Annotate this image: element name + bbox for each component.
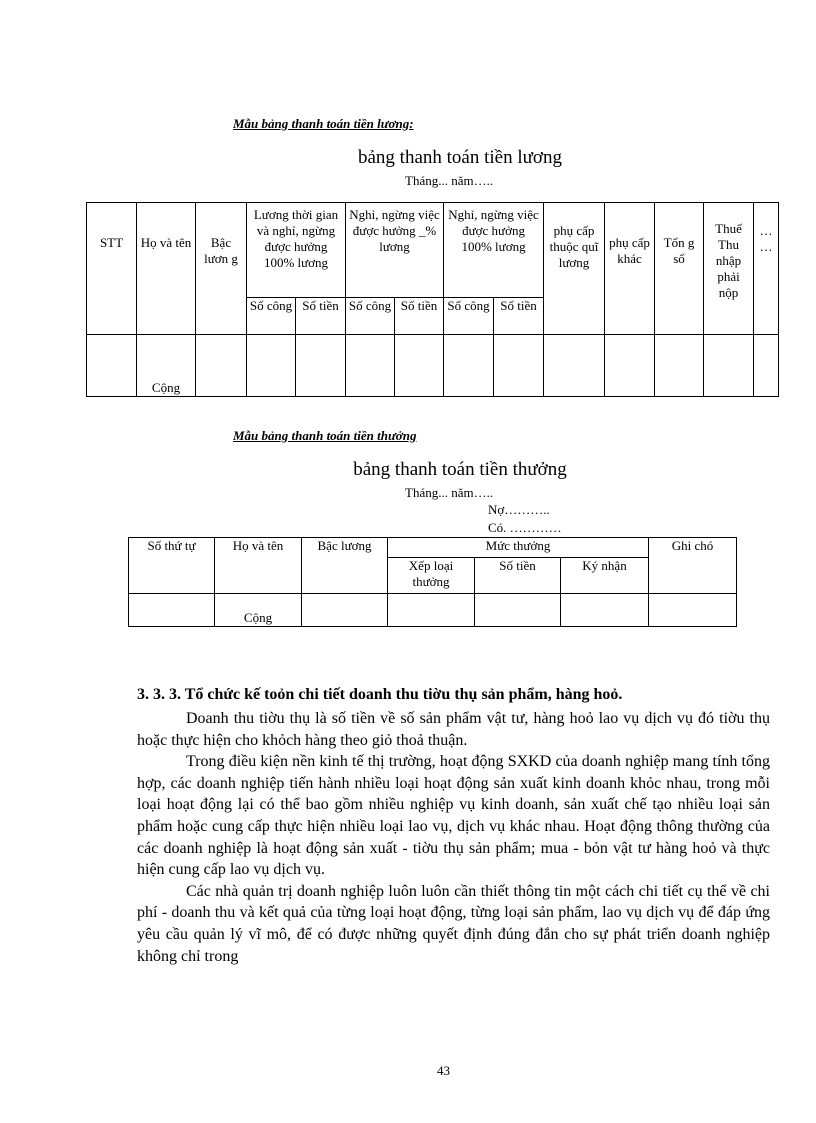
header-leave-full: Nghỉ, ngừng việc được hưởng 100% lương: [444, 203, 544, 298]
bonus-header-amount: Số tiền: [475, 558, 561, 594]
bonus-header-note: Ghi chó: [649, 538, 737, 594]
section-body: [137, 708, 770, 967]
bonus-header-name: Họ và tên: [215, 538, 302, 594]
salary-title: bảng thanh toán tiền lương: [358, 147, 562, 168]
table-cell: [544, 335, 605, 397]
bonus-header-sign: Ký nhận: [561, 558, 649, 594]
header-tax: Thuế Thu nhập phải nộp: [704, 203, 754, 335]
header-fund-allowance: phụ cấp thuộc quĩ lương: [544, 203, 605, 335]
bonus-header-level: Mức thưởng: [388, 538, 649, 558]
header-more: … …: [754, 203, 779, 335]
page-number: 43: [437, 1063, 450, 1078]
header-rank: Bậc lươn g: [196, 203, 247, 335]
table-cell: [475, 594, 561, 627]
paragraph: Doanh thu tiờu thụ là số tiền về số sản phẩm vật tư, hàng hoỏ lao vụ dịch vụ đó tiờu thụ hoặc thực hiện cho khỏch hàng theo giỏ thoả thuận.: [137, 710, 770, 749]
header-stt: STT: [87, 203, 137, 335]
table-cell: [247, 335, 296, 397]
bonus-header-grade: Xếp loại thưởng: [388, 558, 475, 594]
header-leave-pct: Nghỉ, ngừng việc được hưởng _% lương: [346, 203, 444, 298]
bonus-total-label: Cộng: [215, 594, 302, 627]
table-cell: [129, 594, 215, 627]
table-cell: [605, 335, 655, 397]
table-cell: [346, 335, 395, 397]
table-cell: [388, 594, 475, 627]
salary-caption: Mẫu bảng thanh toán tiền lương:: [233, 116, 414, 131]
table-cell: [494, 335, 544, 397]
bonus-title: bảng thanh toán tiền thưởng: [353, 459, 567, 480]
bonus-credit: Có. …………: [488, 520, 562, 535]
table-cell: [655, 335, 704, 397]
table-cell: [87, 335, 137, 397]
salary-total-label: Cộng: [137, 335, 196, 397]
bonus-caption: Mẫu bảng thanh toán tiền thưởng: [233, 428, 417, 443]
table-cell: [395, 335, 444, 397]
table-cell: [302, 594, 388, 627]
header-amount: Số tiền: [395, 298, 444, 335]
header-days: Số công: [247, 298, 296, 335]
table-cell: [754, 335, 779, 397]
section-heading: 3. 3. 3. Tổ chức kế toỏn chi tiết doanh thu tiờu thụ sản phẩm, hàng hoỏ.: [137, 686, 623, 703]
header-total: Tổn g số: [655, 203, 704, 335]
bonus-month: Tháng... năm…..: [405, 485, 494, 500]
header-name: Họ và tên: [137, 203, 196, 335]
table-cell: [649, 594, 737, 627]
paragraph: Trong điều kiện nền kinh tế thị trường, hoạt động SXKD của doanh nghiệp mang tính tổng hợp, các doanh nghiệp tiến hành nhiều loại hoạt động sản xuất kinh doanh khỏc nhau, trong mỗi loại hoạt động lại có thể bao gồm nhiều nghiệp vụ kinh doanh, sản xuất chế tạo nhiều loại sản phẩm hoặc cung cấp thực hiện nhiều loại lao vụ, dịch vụ khác nhau. Hoạt động thông thường của các doanh nghiệp là hoạt động sản xuất - tiờu thụ sản phẩm; mua - bỏn vật tư hàng hoỏ và thực hiện cung cấp lao vụ dịch vụ.: [137, 753, 770, 879]
table-cell: [444, 335, 494, 397]
table-cell: [296, 335, 346, 397]
bonus-header-rank: Bậc lương: [302, 538, 388, 594]
header-amount: Số tiền: [296, 298, 346, 335]
salary-table: [86, 202, 779, 397]
header-amount: Số tiền: [494, 298, 544, 335]
bonus-debit: Nợ………..: [488, 502, 550, 517]
header-days: Số công: [346, 298, 395, 335]
bonus-header-no: Số thứ tự: [129, 538, 215, 594]
salary-month: Tháng... năm…..: [405, 173, 494, 188]
header-other-allowance: phụ cấp khác: [605, 203, 655, 335]
table-cell: [704, 335, 754, 397]
header-time-pay: Lương thời gian và nghỉ, ngừng được hưởng 100% lương: [247, 203, 346, 298]
header-days: Số công: [444, 298, 494, 335]
table-cell: [196, 335, 247, 397]
bonus-table: [128, 537, 737, 627]
table-cell: [561, 594, 649, 627]
paragraph: Các nhà quản trị doanh nghiệp luôn luôn cần thiết thông tin một cách chi tiết cụ thể về chi phí - doanh thu và kết quả của từng loại hoạt động, từng loại sản phẩm, lao vụ dịch vụ để đáp ứng yêu cầu quản lý vĩ mô, để có được những quyết định đúng đắn cho sự phát triển doanh nghiệp không chỉ trong: [137, 882, 770, 965]
